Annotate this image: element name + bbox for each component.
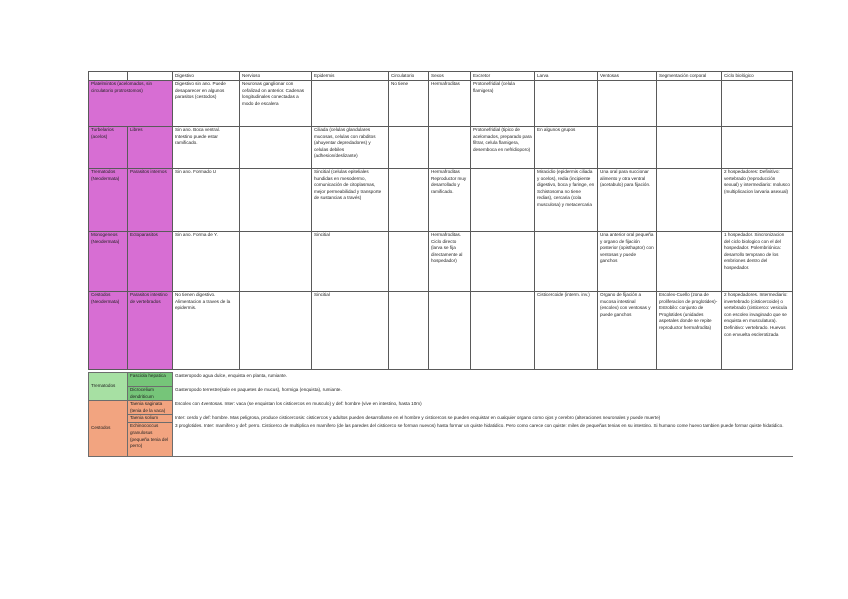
- list-item: [89, 415, 793, 423]
- table-cell: [471, 292, 535, 370]
- table-cell: [240, 292, 312, 370]
- table-cell: [535, 81, 598, 127]
- row-label: Monogeneos (Neodermata): [89, 232, 128, 292]
- table-cell: [657, 81, 722, 127]
- row-label: Turbelarios (acelos): [89, 127, 128, 169]
- header-row: [89, 72, 793, 81]
- list-item: [89, 423, 793, 457]
- list-item: [89, 387, 793, 401]
- table-cell: Ciliada (celulas glandulares mucosas, celulas con rabditos (ahuyentar depredadores) y celulas debiles (adhesion/deslizante): [312, 127, 389, 169]
- species-name: Dicrocelium dendriticum: [128, 387, 173, 401]
- list-item: [89, 401, 793, 415]
- table-cell: Protonefridial (celula flamigera): [471, 81, 535, 127]
- row-sublabel: Ectoparasitos: [128, 232, 173, 292]
- table-row: [89, 81, 793, 127]
- species-name: Fasciola hepatica: [128, 373, 173, 387]
- row-sublabel: Libres: [128, 127, 173, 169]
- header-excretor: Excretor: [471, 72, 535, 81]
- table-cell: 2 hospedadores. Intermediario: invertebrado (cisticercoide) o vertebrado (cisticerco: vesicula con escolex invaginado que se enquista en musculatura). Definitivo: vertebrado. Huevos con envuelta esclerotizada: [722, 292, 793, 370]
- header-cell: [128, 72, 173, 81]
- table-cell: Sin ano. Forma de Y.: [173, 232, 240, 292]
- table-cell: [240, 232, 312, 292]
- species-description: Escolex con 4ventosas. Inter: vaca (se enquistan los cisticercos en musculo) y def: hombre (vive en intestino, hasta 10m): [175, 400, 422, 406]
- table-cell: [471, 232, 535, 292]
- table-cell: Una anterior oral pequeña y organo de fijación posterior (opisthaptor) con ventosas y puede ganchos: [598, 232, 657, 292]
- table-cell: Protonefridial (tipico de acelomados, preparado para filtrar, celula flamigera, desemboca en nefridioporo): [471, 127, 535, 169]
- header-circulatorio: Circulatorio: [389, 72, 429, 81]
- table-cell: [657, 232, 722, 292]
- table-cell: Sin ano. Boca ventral. Intestino puede estar ramificado.: [173, 127, 240, 169]
- table-cell: [429, 292, 471, 370]
- table-cell: [389, 127, 429, 169]
- group-label-trematodos: Trematodos: [89, 373, 128, 401]
- table-cell: Organo de fijación a mucosa intestinal (escolex) con ventosas y puede ganchos: [598, 292, 657, 370]
- table-cell: [535, 232, 598, 292]
- row-sublabel: Parasitos internos: [128, 169, 173, 232]
- row-sublabel: Parasitos intestino de vertebrados: [128, 292, 173, 370]
- table-cell: Escolex-Cuello (zona de proliferacion de proglotides)-Estrobilo: conjunto de Proglotides (unidades aspetales donde se repite reproductor hermafrodita): [657, 292, 722, 370]
- table-cell: 2 hospedadores: Definitivo: vertebrado (reproducción sexual) y intermediario: molusco (multiplicacion larvaria asexual): [722, 169, 793, 232]
- comparison-table: [88, 71, 793, 370]
- row-label: Trematodos (Neodermata): [89, 169, 128, 232]
- header-larva: Larva: [535, 72, 598, 81]
- species-description: Inter: cerdo y def: hombre. Mas peligrosa, produce cisticercosis: cisticercos y adultos pueden desarrollarse en el hombre y cisticercos se pueden enquistar en cualquier organo como ojos y cerebro (alteraciones neuronales y puede muerte): [175, 414, 661, 420]
- table-cell: Cisticercoide (interm. inv.): [535, 292, 598, 370]
- table-cell: Sincitial (celulas epiteliales hundidas en mesodermo, comunicación de citoplasmas, mejor permeabilidad y transporte de sustancias a través): [312, 169, 389, 232]
- table-row: [89, 169, 793, 232]
- row-label: Cestodos (Neodermata): [89, 292, 128, 370]
- table-cell: [389, 232, 429, 292]
- row-label: Platelmintos (acelomados, sin circulatorio protrostomos): [89, 81, 173, 127]
- table-cell: [722, 81, 793, 127]
- table-cell: [240, 127, 312, 169]
- table-cell: [657, 169, 722, 232]
- table-cell: [389, 169, 429, 232]
- table-cell: Neuronas ganglionar con cefalizad on anterior. Cadenas longitudinales conectadas a modo de escalera: [240, 81, 312, 127]
- species-name: Taenia solium: [128, 415, 173, 423]
- table-cell: Sincitial: [312, 292, 389, 370]
- table-cell: Digestivo sin ano. Puede desaparecer en algunos parasitos (cestodos): [173, 81, 240, 127]
- table-cell: Hermafroditas. Ciclo directo (larva se fija directamente al hospedador): [429, 232, 471, 292]
- table-cell: [657, 127, 722, 169]
- header-epidermis: Epidermis: [312, 72, 389, 81]
- table-cell: [240, 169, 312, 232]
- table-cell: 1 hospedador. Sincronizacion del ciclo biologico con el del hospedador. Polembriónica: desarrollo temprano de los embriones dentro del hospedador.: [722, 232, 793, 292]
- table-cell: [722, 127, 793, 169]
- table-cell: Sincitial: [312, 232, 389, 292]
- table-cell: [429, 127, 471, 169]
- species-description: Gasteropodo agua dulce, enquista en planta, rumiante.: [175, 372, 288, 378]
- species-description: Gasteropodo terrestre(sale en paquetes de mucus), hormiga (enquista), rumiante.: [175, 386, 342, 392]
- table-cell: Miracidio (epidermis ciliada y ocelos), redia (incipiente digestivo, boca y faringe, en Schistosoma no tiene redias), cercaria (cola musculosa) y metacercaria: [535, 169, 598, 232]
- table-row: [89, 232, 793, 292]
- table-cell: No tiene: [389, 81, 429, 127]
- header-digestivo: Digestivo: [173, 72, 240, 81]
- list-item: [89, 373, 793, 387]
- header-cell: [89, 72, 128, 81]
- table-row: [89, 292, 793, 370]
- table-row: [89, 127, 793, 169]
- table-cell: Una oral para succionar alimento y otra ventral (acetabulo) para fijación.: [598, 169, 657, 232]
- table-cell: Hermafroditas Reproductor muy desarrollado y ramificado.: [429, 169, 471, 232]
- table-cell: [471, 169, 535, 232]
- header-segmentacion: Segmentación corporal: [657, 72, 722, 81]
- header-ciclo: Ciclo biológico: [722, 72, 793, 81]
- table-cell: Hermafroditas: [429, 81, 471, 127]
- table-cell: Sin ano. Formado U: [173, 169, 240, 232]
- table-cell: En algunos grupos: [535, 127, 598, 169]
- table-cell: No tienen digestivo. Alimentacion a traves de la epidermis.: [173, 292, 240, 370]
- species-name: Taenia saginata (tenia de la vaca): [128, 401, 173, 415]
- table-cell: [389, 292, 429, 370]
- table-cell: [312, 81, 389, 127]
- header-sexos: Sexos: [429, 72, 471, 81]
- table-cell: [598, 81, 657, 127]
- header-nervioso: Nervioso: [240, 72, 312, 81]
- species-name: Echinococcus granulosus (pequeña tenia del perro): [128, 423, 173, 457]
- species-description: 3 proglotides. Inter: mamifero y def: perro. Cisticerco de multiplica en mamifero (de las paredes del cisticerco se forman nuevos) hasta formar un quiste hidatidico. Pero como carece con quiste: miles de pequeñas tenias en su intestino. Si humano come huevo tambien puede formar quiste hidatidico.: [173, 423, 793, 457]
- header-ventosas: Ventosas: [598, 72, 657, 81]
- examples-table: [88, 372, 793, 457]
- table-cell: [598, 127, 657, 169]
- group-label-cestodos: Cestodos: [89, 401, 128, 457]
